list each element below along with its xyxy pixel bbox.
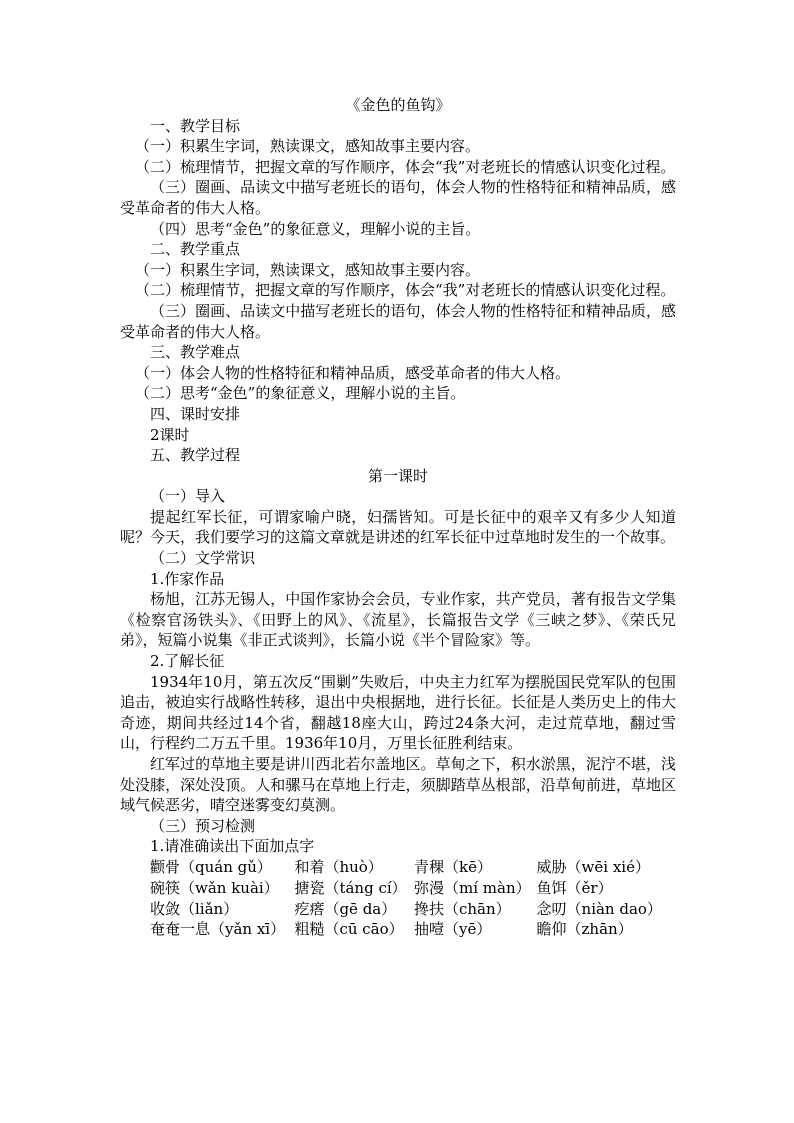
document-title: 《金色的鱼钩》 (345, 96, 451, 114)
difficulty-item: （一）体会人物的性格特征和精神品质，感受革命者的伟大人格。 (135, 363, 571, 382)
vocab-item: 奄奄一息（yǎn xī） (150, 920, 286, 939)
vocab-item: 和着（huò） (294, 857, 383, 876)
vocab-item: 颧骨（quán gǔ） (150, 857, 272, 876)
vocab-item: 鱼饵（ěr） (536, 878, 613, 897)
section-heading-key-points: 二、教学重点 (150, 240, 241, 259)
objective-item: （三）圈画、品读文中描写老班长的语句，体会人物的性格特征和精神品质，感受革命者的伟大人格。 (120, 178, 676, 217)
vocab-item: 青稞（kē） (414, 857, 492, 876)
vocab-item: 瞻仰（zhān） (536, 920, 633, 939)
preview-question: 1.请准确读出下面加点字 (150, 837, 315, 856)
key-point-item: （二）梳理情节，把握文章的写作顺序，体会“我”对老班长的情感认识变化过程。 (135, 281, 676, 300)
section-heading-objectives: 一、教学目标 (150, 116, 241, 135)
lesson-title: 第一课时 (367, 466, 428, 485)
key-point-item: （一）积累生字词，熟读课文，感知故事主要内容。 (135, 260, 481, 279)
vocabulary-table (120, 857, 676, 940)
key-point-item: （三）圈画、品读文中描写老班长的语句，体会人物的性格特征和精神品质，感受革命者的伟大人格。 (120, 301, 676, 341)
objective-item: （四）思考“金色”的象征意义，理解小说的主旨。 (150, 219, 481, 238)
vocab-item: 收敛（liǎn） (150, 899, 239, 918)
grassland-text: 红军过的草地主要是讲川西北若尔盖地区。草甸之下，积水淤黑，泥泞不堪，浅处没膝，深处没顶。人和骡马在草地上行走，须脚踏草丛根部，沿草甸前进，草地区域气候恶劣，晴空迷雾变幻莫测。 (120, 755, 676, 815)
vocab-row (150, 899, 676, 920)
section-heading-schedule: 四、课时安排 (150, 404, 241, 423)
vocab-row (150, 857, 676, 878)
vocab-item: 搀扶（chān） (414, 899, 511, 918)
vocab-item: 念叨（niàn dao） (536, 899, 662, 918)
vocab-item: 疙瘩（gē da） (294, 899, 397, 918)
difficulty-item: （二）思考“金色”的象征意义，理解小说的主旨。 (135, 384, 466, 403)
schedule-text: 2课时 (150, 425, 190, 444)
vocab-row (150, 919, 676, 940)
long-march-text: 1934年10月，第五次反“围剿”失败后，中央主力红军为摆脱国民党军队的包围追击，被迫实行战略性转移，退出中央根据地，进行长征。长征是人类历史上的伟大奇迹，期间共经过14个省，翻越18座大山，跨过24条大河，走过荒草地，翻过雪山，行程约二万五千里。1936年10月，万里长征胜利结束。 (120, 672, 676, 753)
intro-heading: （一）导入 (150, 487, 226, 506)
document-body (120, 95, 676, 940)
author-text: 杨旭，江苏无锡人，中国作家协会会员，专业作家，共产党员，著有报告文学集《检察官汤铁头》、《田野上的风》、《流星》，长篇报告文学《三峡之梦》、《荣氏兄弟》，短篇小说集《非正式谈判》，长篇小说《半个冒险家》等。 (120, 590, 676, 650)
long-march-heading: 2.了解长征 (150, 652, 225, 671)
vocab-item: 粗糙（cū cāo） (294, 920, 404, 939)
objective-item: （一）积累生字词，熟读课文，感知故事主要内容。 (135, 137, 481, 156)
objective-item: （二）梳理情节，把握文章的写作顺序，体会“我”对老班长的情感认识变化过程。 (135, 157, 676, 176)
author-heading: 1.作家作品 (150, 569, 225, 588)
literature-heading: （二）文学常识 (150, 549, 256, 568)
preview-heading: （三）预习检测 (150, 816, 256, 835)
vocab-item: 抽噎（yē） (414, 920, 492, 939)
section-heading-difficulties: 三、教学难点 (150, 343, 241, 362)
vocab-row (150, 878, 676, 899)
vocab-item: 威胁（wēi xié） (536, 857, 650, 876)
section-heading-process: 五、教学过程 (150, 446, 241, 465)
vocab-item: 碗筷（wǎn kuài） (150, 878, 279, 897)
vocab-item: 搪瓷（táng cí） (294, 878, 407, 897)
intro-text: 提起红军长征，可谓家喻户晓，妇孺皆知。可是长征中的艰辛又有多少人知道呢？今天，我们要学习的这篇文章就是讲述的红军长征中过草地时发生的一个故事。 (120, 507, 676, 547)
vocab-item: 弥漫（mí màn） (414, 878, 531, 897)
